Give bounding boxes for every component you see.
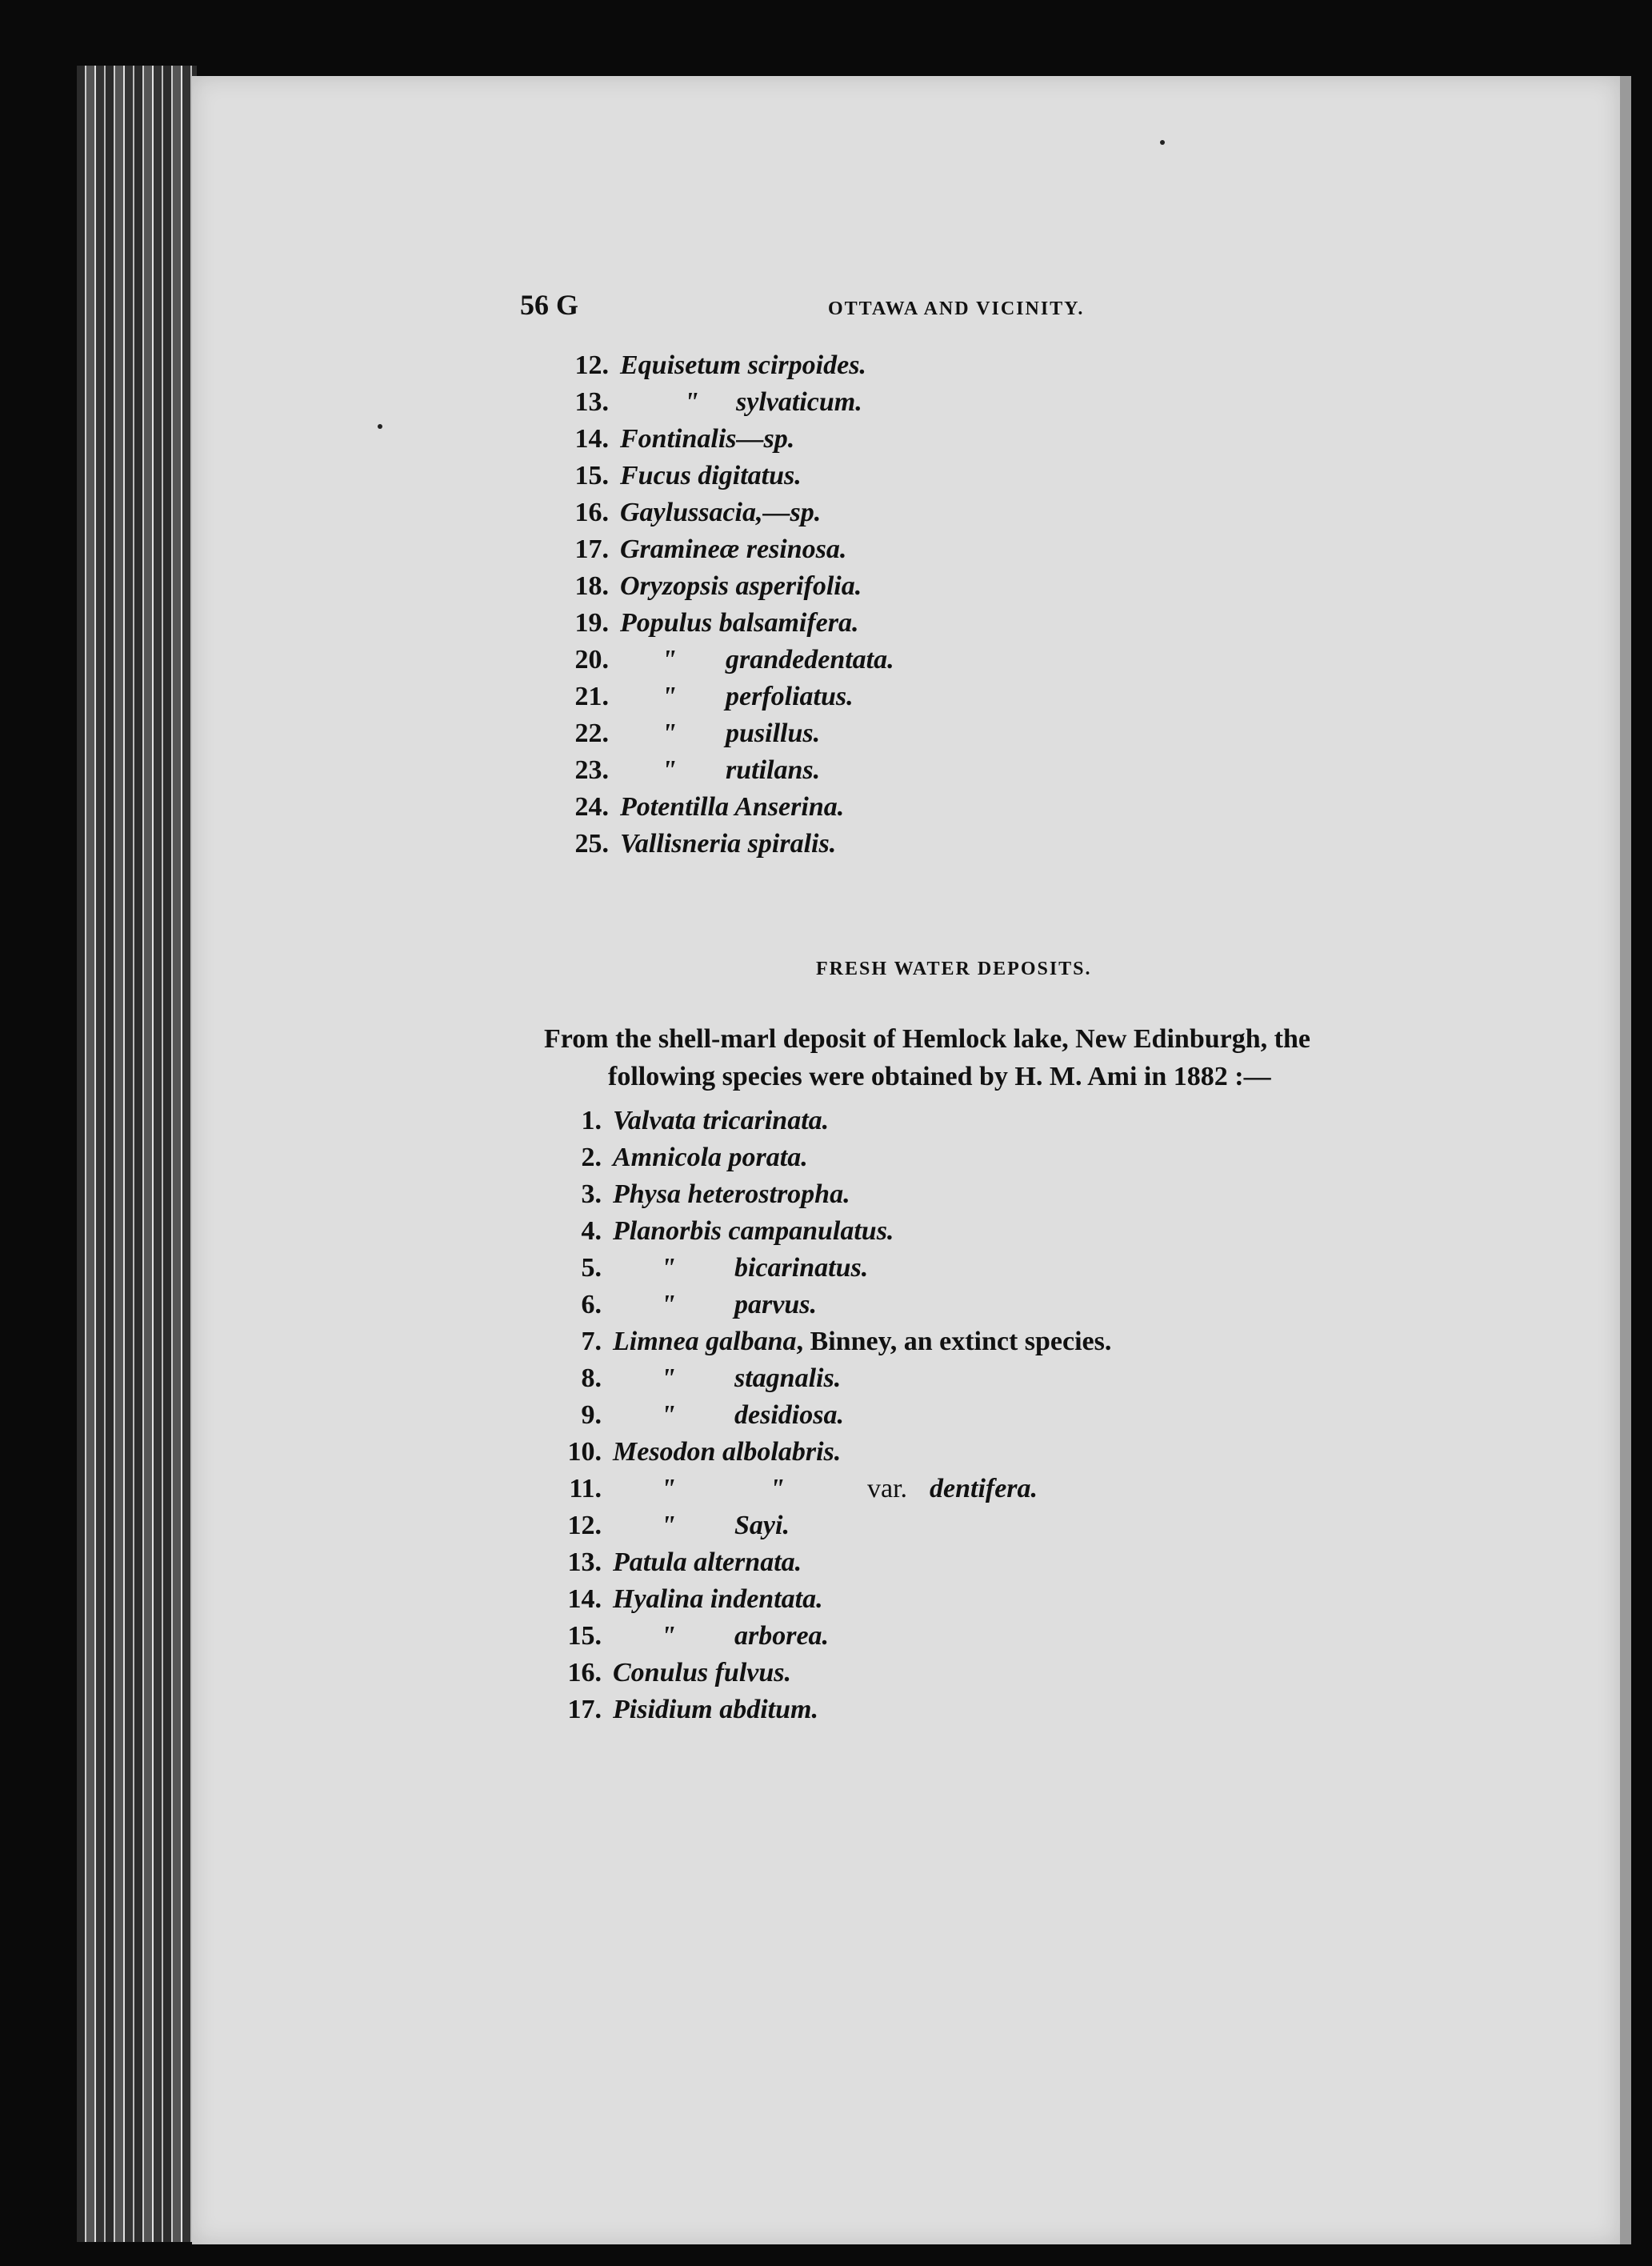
list-item: 2. Amnicola porata. [581, 1143, 808, 1172]
list-item: 4. Planorbis campanulatus. [581, 1216, 894, 1246]
list-item: 14. Fontinalis—sp. [574, 424, 795, 454]
list-item: 3. Physa heterostropha. [581, 1179, 850, 1209]
list-item: 15. Fucus digitatus. [574, 461, 802, 490]
list-item: 19. Populus balsamifera. [574, 608, 859, 638]
scanned-page [192, 76, 1620, 2244]
speck [378, 424, 382, 429]
list-item: 16. Conulus fulvus. [567, 1658, 791, 1687]
list-item: 17. Pisidium abditum. [567, 1695, 818, 1724]
list-item: 7. Limnea galbana, Binney, an extinct species. [581, 1327, 1112, 1356]
book-spine-edge [77, 66, 197, 2242]
page-header [520, 288, 1128, 328]
intro-paragraph [544, 1020, 1440, 1095]
list-item: 16. Gaylussacia,—sp. [574, 498, 822, 527]
speck [1160, 140, 1165, 145]
list-item: 18. Oryzopsis asperifolia. [574, 571, 862, 601]
list-item: 13. Patula alternata. [567, 1547, 802, 1577]
list-item: 24. Potentilla Anserina. [574, 792, 845, 822]
running-title: OTTAWA AND VICINITY. [828, 298, 1085, 319]
list-item: 10. Mesodon albolabris. [567, 1437, 842, 1467]
section-heading: FRESH WATER DEPOSITS. [816, 959, 1092, 979]
list-item: 12. Equisetum scirpoides. [574, 350, 866, 380]
list-item: 14. Hyalina indentata. [567, 1584, 823, 1614]
intro-line-1: From the shell-marl deposit of Hemlock lake, New Edinburgh, the [544, 1024, 1310, 1054]
list-item: 17. Gramineæ resinosa. [574, 534, 847, 564]
list-item: 25. Vallisneria spiralis. [574, 829, 837, 859]
intro-line-2: following species were obtained by H. M. Ami in 1882 :— [608, 1062, 1271, 1091]
list-item: 1. Valvata tricarinata. [581, 1106, 830, 1135]
page-number: 56 G [520, 289, 579, 321]
page-right-edge [1620, 76, 1631, 2244]
